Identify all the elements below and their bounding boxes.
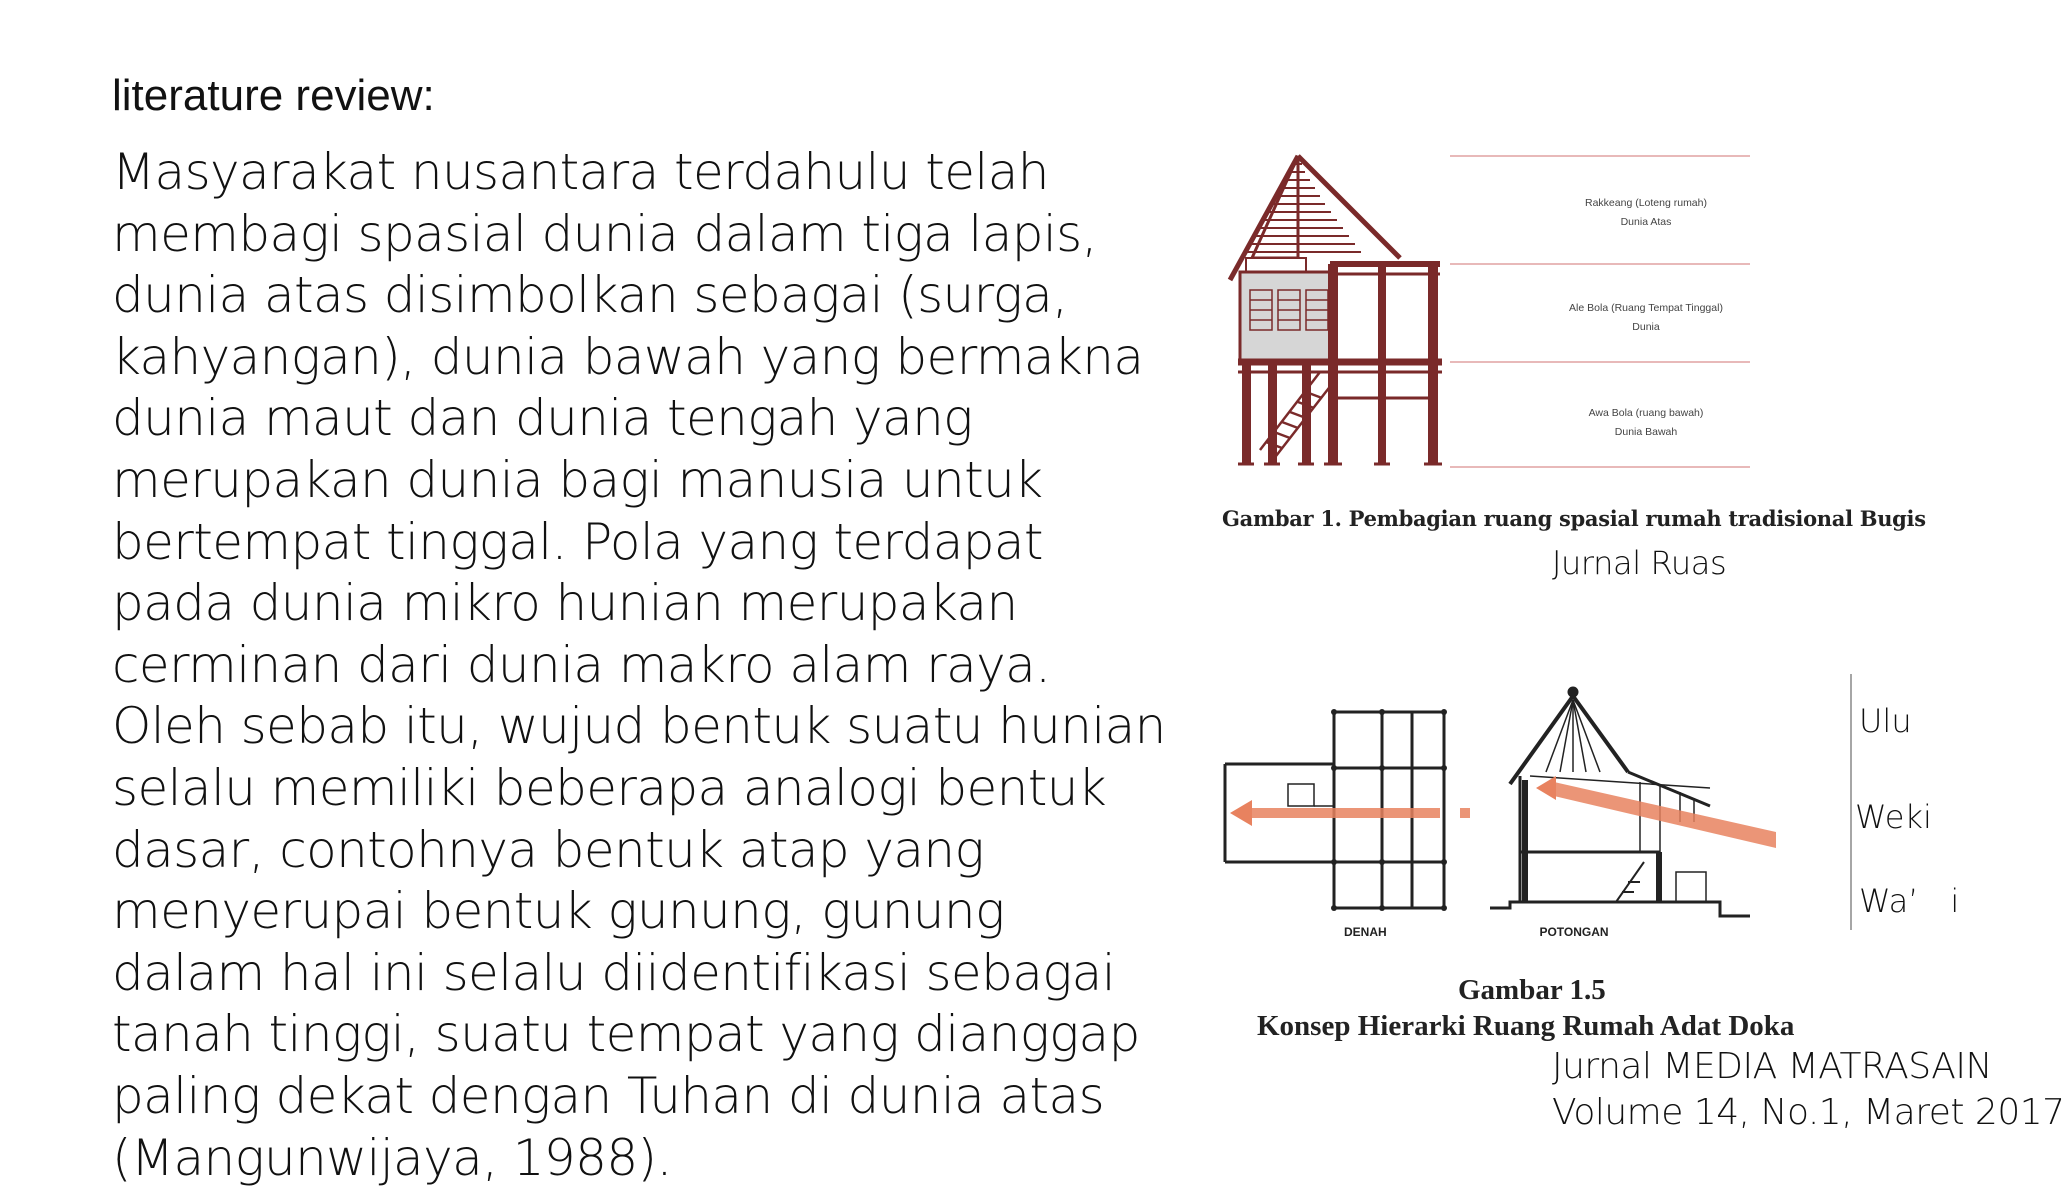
figure-bugis-house	[1210, 140, 1850, 500]
level-label-bottom-sub: Dunia Bawah	[1615, 426, 1678, 438]
section-label: POTONGAN	[1539, 925, 1608, 939]
body-line: paling dekat dengan Tuhan di dunia atas	[112, 1066, 1112, 1128]
body-line: dunia atas disimbolkan sebagai (surga,	[112, 265, 1112, 327]
doka-house-drawing	[1220, 672, 1856, 946]
body-line: menyerupai bentuk gunung, gunung	[112, 881, 1112, 943]
body-line: membagi spasial dunia dalam tiga lapis,	[112, 204, 1112, 266]
figure2-caption-title: Konsep Hierarki Ruang Rumah Adat Doka	[1257, 1010, 1794, 1043]
level-label-top-sub: Dunia Atas	[1621, 216, 1672, 228]
body-line: pada dunia mikro hunian merupakan	[112, 573, 1112, 635]
tier-label-weki: Weki	[1855, 798, 1932, 836]
body-paragraph	[112, 142, 1112, 1152]
body-line: tanah tinggi, suatu tempat yang dianggap	[112, 1004, 1112, 1066]
body-line: dasar, contohnya bentuk atap yang	[112, 820, 1112, 882]
tier-label-ulu: Ulu	[1859, 702, 1912, 740]
figure1-caption: Gambar 1. Pembagian ruang spasial rumah tradisional Bugis	[1222, 506, 1926, 531]
level-label-mid: Ale Bola (Ruang Tempat Tinggal)	[1569, 302, 1723, 314]
body-line: dalam hal ini selalu diidentifikasi sebagai	[112, 943, 1112, 1005]
body-line: kahyangan), dunia bawah yang bermakna	[112, 327, 1112, 389]
figure2-caption-number: Gambar 1.5	[1458, 974, 1606, 1007]
plan-direction-arrow	[1230, 800, 1470, 826]
figure2-source-journal: Jurnal MEDIA MATRASAIN	[1552, 1046, 1992, 1087]
level-label-mid-sub: Dunia	[1632, 321, 1660, 333]
body-line: dunia maut dan dunia tengah yang	[112, 388, 1112, 450]
slide-heading: literature review:	[112, 68, 435, 124]
figure2-source-volume: Volume 14, No.1, Maret 2017	[1552, 1092, 2065, 1133]
level-label-top: Rakkeang (Loteng rumah)	[1585, 197, 1707, 209]
body-line: Oleh sebab itu, wujud bentuk suatu hunian	[112, 696, 1112, 758]
body-line: selalu memiliki beberapa analogi bentuk	[112, 758, 1112, 820]
plan-label: DENAH	[1344, 925, 1387, 939]
bugis-house-drawing	[1210, 140, 1850, 500]
figure1-source: Jurnal Ruas	[1552, 544, 1726, 582]
body-line: bertempat tinggal. Pola yang terdapat	[112, 512, 1112, 574]
body-line: (Mangunwijaya, 1988).	[112, 1128, 1112, 1189]
level-label-bottom: Awa Bola (ruang bawah)	[1589, 407, 1704, 419]
section-direction-arrow	[1536, 776, 1776, 848]
body-line: merupakan dunia bagi manusia untuk	[112, 450, 1112, 512]
figure-doka-house	[1220, 672, 1856, 946]
body-line: Masyarakat nusantara terdahulu telah	[112, 142, 1112, 204]
tier-label-wai: Wa’ i	[1859, 882, 1959, 920]
body-line: cerminan dari dunia makro alam raya.	[112, 635, 1112, 697]
